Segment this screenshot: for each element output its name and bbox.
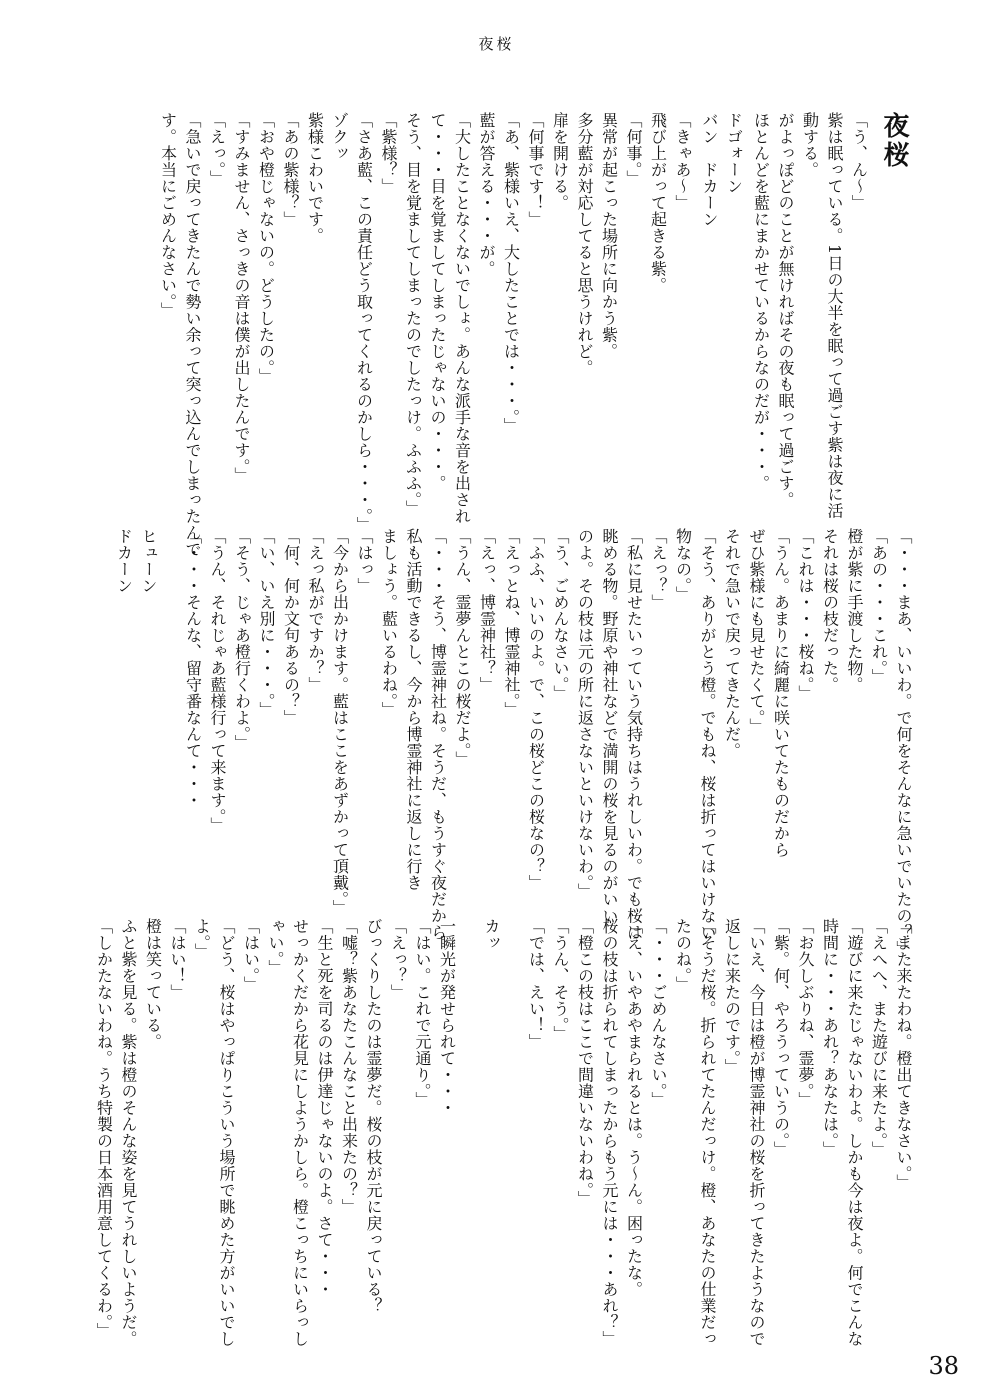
text-line: 異常が起こった場所に向かう紫。	[599, 112, 619, 360]
text-line: 私も活動できるし、今から博霊神社に返しに行き	[404, 528, 423, 891]
text-line: 「すみません、さっきの音は僕が出したんです。」	[232, 112, 251, 484]
text-line: 紫様こわいです。	[305, 112, 325, 244]
text-line: 「そう、じゃあ橙行くわよ。」	[232, 528, 252, 751]
text-line: ふと紫を見る。紫は橙のそんな姿を見てうれしいようだ。	[119, 918, 138, 1347]
text-line: 桜の枝は折られてしまったからもう元には・・・あれ？」	[600, 918, 619, 1347]
text-line: せっかくだから花見にしようかしら。橙こっちにいらっし	[290, 918, 310, 1347]
text-line: 「うん。あまりに綺麗に咲いてたものだから	[771, 528, 791, 858]
text-line: ほとんどを藍にまかせているからなのだが・・・。	[751, 112, 771, 492]
text-line: 時間に・・・あれ？あなたは。」	[820, 918, 840, 1158]
text-line: 「また来たわね。橙出てきなさい。」	[894, 918, 913, 1191]
text-line: バン ドカーン	[700, 112, 719, 228]
line-gap	[503, 918, 523, 928]
text-line: 「はっ」	[355, 528, 374, 594]
text-line: ゾクッ	[330, 112, 349, 162]
text-line: 「あの・・・これ。」	[869, 528, 889, 685]
text-block-top	[155, 112, 915, 558]
text-line: 「そうだ桜。折られてたんだっけ。橙、あなたの仕業だっ	[698, 918, 717, 1347]
text-line: 「い、いえ別に・・・。」	[257, 528, 276, 718]
text-line: 一瞬光が発せられて・・・	[437, 918, 457, 1116]
text-line: 紫は眠っている。1日の大半を眠って過ごす紫は夜に活	[825, 112, 844, 519]
text-line: 「さあ藍、この責任どう取ってくれるのかしら・・・。」	[354, 112, 374, 533]
text-line: よ。」	[192, 918, 212, 960]
text-line: 橙が紫に手渡した物。	[845, 528, 864, 693]
text-line: て・・・目を覚ましてしまったじゃないの・・・。	[428, 112, 447, 492]
text-line: 「うん、それじゃあ藍様行って来ます。」	[208, 528, 227, 834]
text-line: それは桜の枝だった。	[820, 528, 840, 693]
text-line: 「・・・ごめんなさい。」	[649, 918, 668, 1108]
text-line: たのね。」	[673, 918, 693, 993]
text-line: 「橙この枝はここで間違いないわね。」	[575, 918, 595, 1207]
story-title: 夜桜	[879, 112, 909, 170]
text-line: 「では、えい！」	[526, 918, 546, 1050]
text-line: 「うん、霊夢んとこの桜だよ。」	[453, 528, 472, 768]
text-line: 「ふふ、いいのよ。で、この桜どこの桜なの？」	[526, 528, 546, 891]
text-line: 「えっ私がですか？」	[306, 528, 325, 693]
text-line: す。本当にごめんなさい。」	[158, 112, 178, 319]
text-line: 「・・・そう、博霊神社ね。そうだ、もうすぐ夜だから	[428, 528, 448, 941]
text-line: 「はい！」	[168, 918, 187, 1001]
text-line: 「生と死を司るのは伊達じゃないのよ。さて・・・	[315, 918, 334, 1298]
text-line: 「あの紫様？」	[281, 112, 300, 228]
line-gap	[459, 918, 479, 928]
text-line: ヒューン	[139, 528, 158, 594]
text-line: 藍が答える・・・が。	[477, 112, 496, 277]
text-line: 「はい。」	[241, 918, 261, 993]
text-line: 「えっ。」	[207, 112, 227, 187]
text-line: のよ。その枝は元の所に返さないといけないわ。」	[575, 528, 595, 900]
text-line: 「急いで戻ってきたんで勢い余って突っ込んでしまったんで	[183, 112, 202, 558]
text-line: 「今から出かけます。藍はここをあずかって頂戴。」	[330, 528, 350, 916]
text-line: 物なの。」	[673, 528, 693, 603]
text-line: 「嘘？紫あなたこんなこと出来たの？」	[339, 918, 359, 1215]
text-line: びっくりしたのは霊夢だ。桜の枝が元に戻っている？	[364, 918, 383, 1314]
text-line: 飛び上がって起きる紫。	[648, 112, 668, 294]
text-line: 返しに来たのです。」	[722, 918, 742, 1075]
text-line: 「どう、桜はやっぱりこういう場所で眺めた方がいいでし	[217, 918, 236, 1347]
text-line: 「これは・・・桜ね。」	[796, 528, 815, 702]
text-line: ドゴォーン	[724, 112, 744, 195]
text-line: ましょう。藍いるわね。」	[379, 528, 399, 718]
text-line: 「えっ、博霊神社？」	[477, 528, 497, 693]
text-line: 「おや橙じゃないの。どうしたの。」	[256, 112, 276, 385]
text-line: 「えっ？」	[388, 918, 408, 1001]
text-line: 「えへへ、また遊びに来たよ。」	[869, 918, 889, 1158]
text-line: 「はい。これで元通り。」	[413, 918, 432, 1108]
text-block-bottom	[45, 918, 915, 1347]
text-line: 「えっとね、博霊神社。」	[502, 528, 521, 718]
text-line: 「何、何か文句あるの？」	[281, 528, 301, 726]
text-line: 「しかたないわね。うち特製の日本酒用意してくるわ。」	[94, 918, 114, 1339]
text-line: がよっぽどのことが無ければその夜も眠って過ごす。	[776, 112, 795, 508]
text-line: 多分藍が対応してると思うけれど。	[575, 112, 594, 376]
text-line: ゃい。」	[266, 918, 285, 976]
text-line: ぜひ紫様にも見せたくて。」	[747, 528, 766, 735]
text-line: 「う、ん〜」	[849, 112, 869, 211]
text-line: 「紫様？」	[379, 112, 398, 195]
text-line: 「紫。何、やろうっていうの。」	[771, 918, 791, 1158]
text-line: 「遊びに来たじゃないわよ。しかも今は夜よ。何でこんな	[845, 918, 864, 1347]
running-header: 夜桜	[478, 35, 515, 53]
text-line: 「・・・そんな、留守番なんて・・・	[183, 528, 203, 809]
line-gap	[160, 528, 180, 538]
text-line: 「そう、ありがとう橙。でもね、桜は折ってはいけない	[698, 528, 717, 941]
text-line: 「うん、そう。」	[551, 918, 570, 1042]
text-block-middle	[55, 528, 915, 957]
text-line: 「何事です！」	[526, 112, 545, 228]
text-line: それで急いで戻ってきたんだ。	[722, 528, 742, 759]
text-line: 「う、ごめんなさい。」	[551, 528, 570, 702]
text-line: 「・・・まあ、いいわ。で何をそんなに急いでいたの？」	[894, 528, 913, 957]
text-line: 「えっ？」	[649, 528, 668, 611]
text-line: 「あ、紫様いえ、大したことでは・・・。」	[501, 112, 521, 434]
text-line: 「私に見せたいっていう気持ちはうれしいわ。でも桜は	[624, 528, 644, 941]
text-line: 「きゃあ〜」	[673, 112, 692, 211]
page-number: 38	[928, 1352, 959, 1380]
text-line: そう、目を覚ましてしまったのでしたっけ。ふふふ。」	[403, 112, 423, 517]
text-line: 「大したことなくないでしょ。あんな派手な音を出され	[452, 112, 472, 525]
text-line: 「何事。」	[624, 112, 643, 187]
text-line: 扉を開ける。	[550, 112, 570, 211]
text-line: ドカーン	[114, 528, 134, 594]
text-line: 橙は笑っている。	[143, 918, 163, 1050]
text-line: 「お久しぶりね、霊夢。」	[796, 918, 815, 1108]
text-line: 眺める物。野原や神社などで満開の桜を見るのがいい	[600, 528, 619, 924]
text-line: 動する。	[800, 112, 820, 178]
text-line: カッ	[482, 918, 501, 951]
text-line: 「いえ、今日は橙が博霊神社の桜を折ってきたようなので	[747, 918, 766, 1347]
text-line: 「え、いやあやまられるとは。う〜ん。困ったな。	[624, 918, 644, 1298]
